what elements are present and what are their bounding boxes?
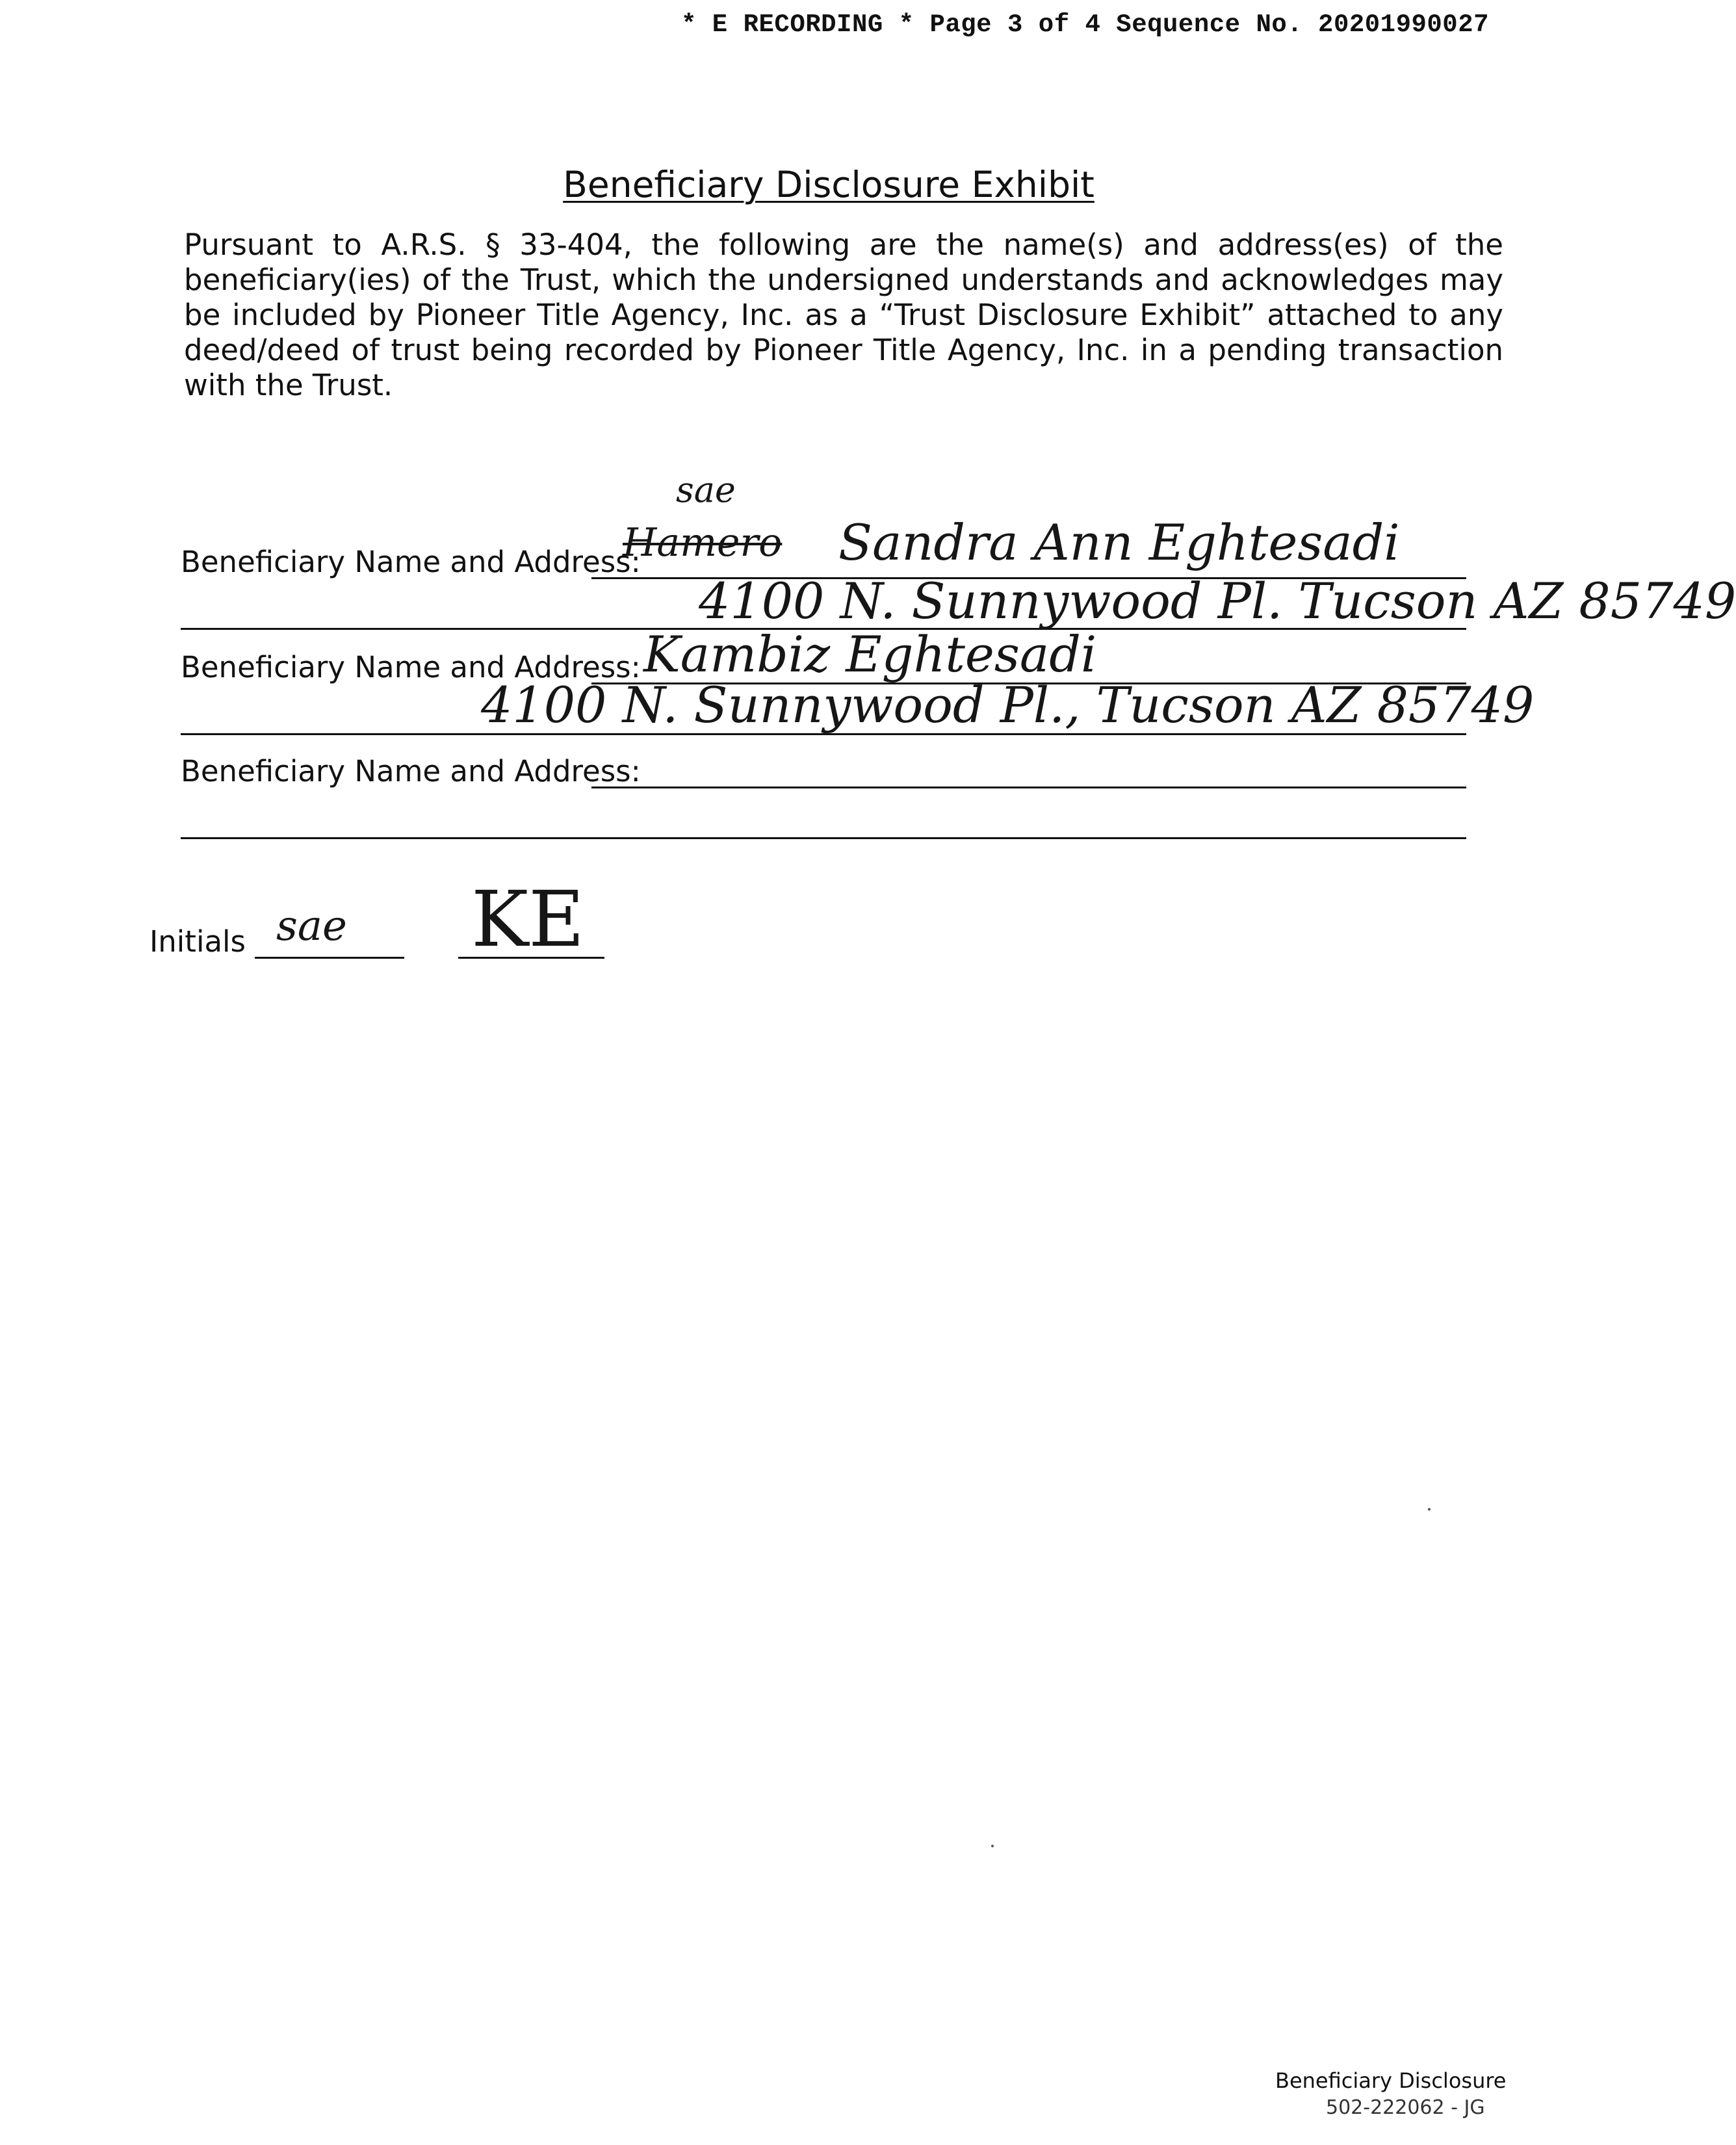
beneficiary-3-name-rule (591, 786, 1466, 788)
beneficiary-2-address: 4100 N. Sunnywood Pl., Tucson AZ 85749 (481, 676, 1535, 734)
recording-header: * E RECORDING * Page 3 of 4 Sequence No. 20201990027 (681, 10, 1489, 39)
initials-1-rule (255, 957, 404, 959)
initials-1: sae (276, 902, 347, 950)
footer-label: Beneficiary Disclosure (1275, 2068, 1507, 2093)
scan-speck (991, 1845, 994, 1847)
beneficiary-3-label: Beneficiary Name and Address: (181, 754, 641, 788)
intro-paragraph: Pursuant to A.R.S. § 33-404, the following are the name(s) and address(es) of the beneficiary(ies) of the Trust, which the undersigned understands and acknowledges may be included by Pioneer Title Agency, Inc. as a “Trust Disclosure Exhibit” attached to any deed/deed of trust being recorded by Pioneer Title Agency, Inc. in a pending transaction with the Trust. (184, 228, 1503, 402)
initials-label: Initials (149, 924, 246, 959)
beneficiary-1-name: Sandra Ann Eghtesadi (838, 514, 1400, 571)
document-title: Beneficiary Disclosure Exhibit (563, 164, 1095, 205)
beneficiary-1-label: Beneficiary Name and Address: (181, 545, 641, 579)
beneficiary-1-struck-name: Hamero (623, 520, 783, 566)
beneficiary-2-label: Beneficiary Name and Address: (181, 650, 641, 684)
beneficiary-1-address: 4100 N. Sunnywood Pl. Tucson AZ 85749 (699, 572, 1736, 630)
initials-2: KE (471, 874, 585, 964)
correction-initials: sae (676, 469, 736, 510)
scan-speck (1428, 1508, 1431, 1511)
beneficiary-2-name: Kambiz Eghtesadi (643, 625, 1097, 683)
beneficiary-3-address-rule (181, 837, 1466, 839)
footer-code: 502-222062 - JG (1326, 2096, 1485, 2119)
